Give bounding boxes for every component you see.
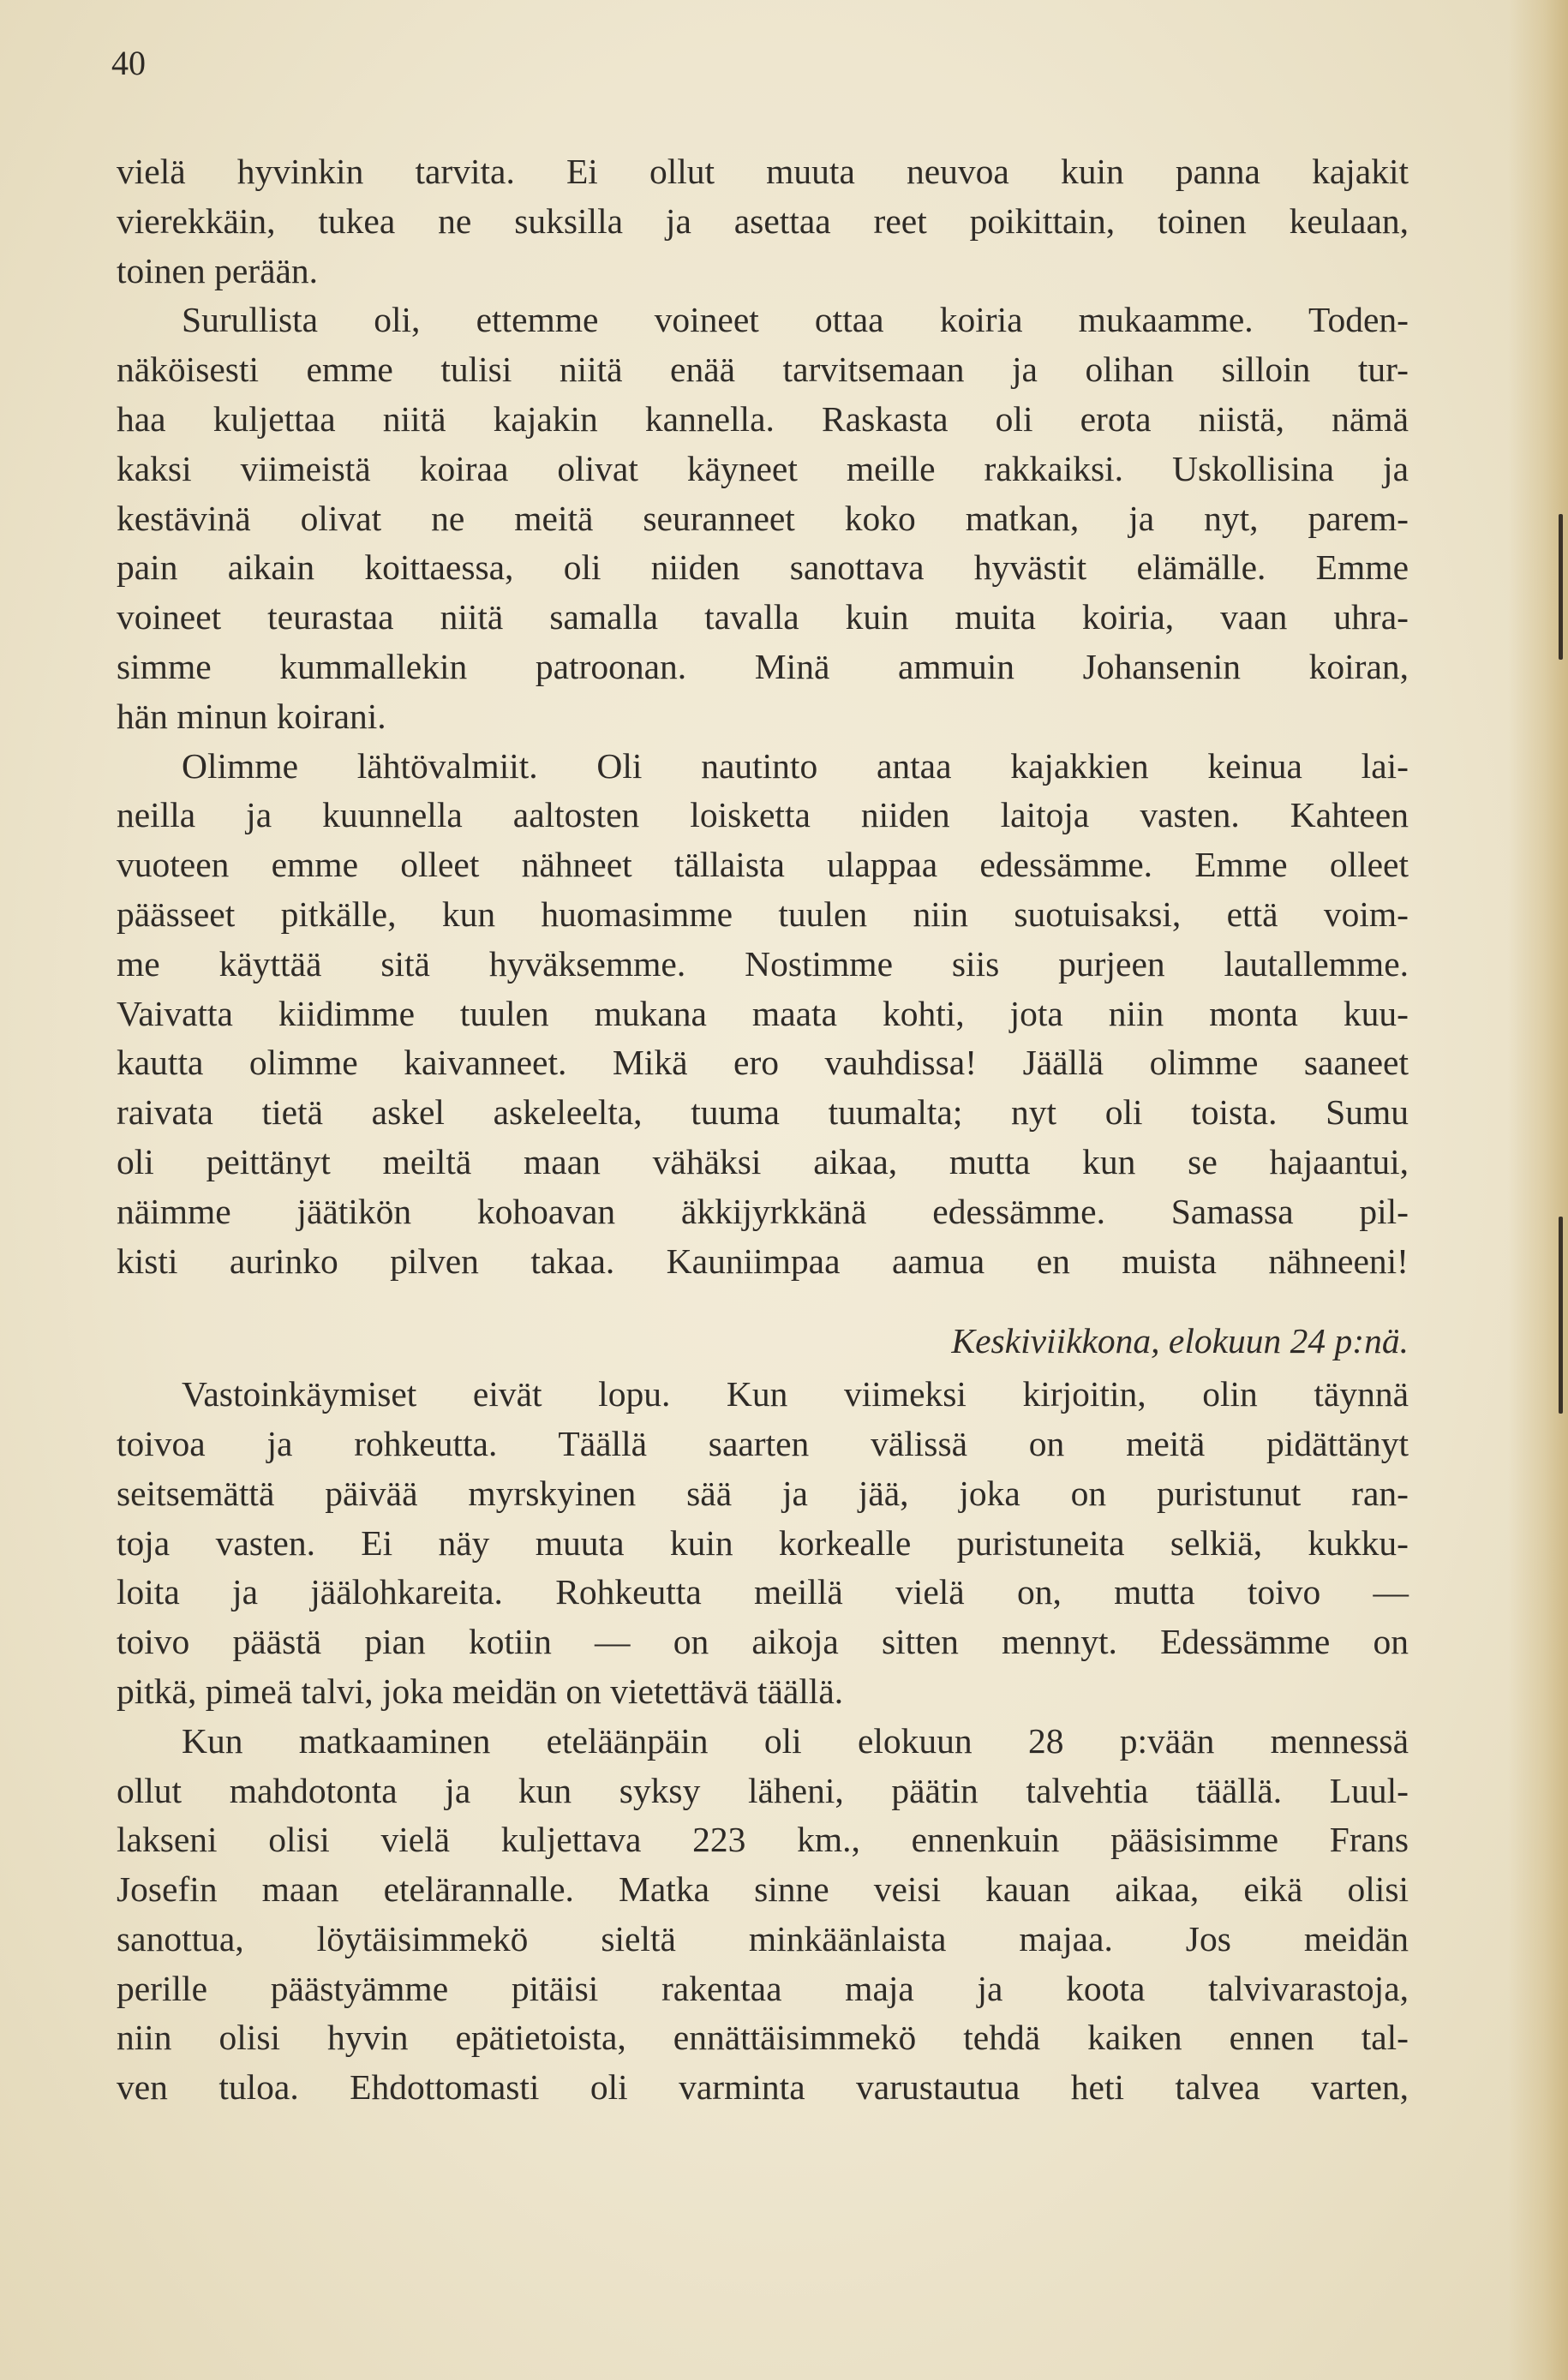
- text-line: oli peittänyt meiltä maan vähäksi aikaa, mutta kun se hajaantui,: [117, 1141, 1409, 1181]
- text-line: vielä hyvinkin tarvita. Ei ollut muuta neuvoa kuin panna kajakit: [117, 152, 1409, 191]
- text-line: lakseni olisi vielä kuljettava 223 km., ennenkuin pääsisimme Frans: [117, 1820, 1409, 1860]
- text-line: toja vasten. Ei näy muuta kuin korkealle puristuneita selkiä, kukku-: [117, 1522, 1409, 1563]
- page-number: 40: [111, 44, 146, 82]
- text-line: perille päästyämme pitäisi rakentaa maja ja koota talvivarastoja,: [117, 1968, 1409, 2008]
- binding-mark-lower: [1559, 1217, 1563, 1414]
- text-line: Vaivatta kiidimme tuulen mukana maata kohti, jota niin monta kuu-: [117, 993, 1409, 1033]
- text-line: näimme jäätikön kohoavan äkkijyrkkänä edessämme. Samassa pil-: [117, 1191, 1409, 1231]
- text-line: kaksi viimeistä koiraa olivat käyneet meille rakkaiksi. Uskollisina ja: [117, 448, 1409, 488]
- text-line: niin olisi hyvin epätietoista, ennättäisimmekö tehdä kaiken ennen tal-: [117, 2018, 1409, 2058]
- text-line: simme kummallekin patroonan. Minä ammuin Johansenin koiran,: [117, 646, 1409, 686]
- body-text: [117, 147, 1409, 2113]
- text-line: hän minun koirani.: [117, 696, 386, 736]
- text-line: neilla ja kuunnella aaltosten loisketta niiden laitoja vasten. Kahteen: [117, 795, 1409, 835]
- dateline: Keskiviikkona, elokuun 24 p:nä.: [951, 1321, 1409, 1361]
- text-line: Vastoinkäymiset eivät lopu. Kun viimeksi kirjoitin, olin täynnä: [182, 1374, 1409, 1414]
- text-line: kautta olimme kaivanneet. Mikä ero vauhdissa! Jäällä olimme saaneet: [117, 1043, 1409, 1083]
- text-line: päässeet pitkälle, kun huomasimme tuulen niin suotuisaksi, että voim-: [117, 894, 1409, 934]
- text-line: toinen perään.: [117, 250, 319, 290]
- text-line: näköisesti emme tulisi niitä enää tarvitsemaan ja olihan silloin tur-: [117, 350, 1409, 390]
- page-edge-shadow: [1508, 0, 1568, 2380]
- text-line: Josefin maan etelärannalle. Matka sinne veisi kauan aikaa, eikä olisi: [117, 1869, 1409, 1910]
- text-line: seitsemättä päivää myrskyinen sää ja jää, joka on puristunut ran-: [117, 1473, 1409, 1513]
- text-line: Olimme lähtövalmiit. Oli nautinto antaa kajakkien keinua lai-: [182, 745, 1409, 786]
- binding-mark-upper: [1559, 514, 1563, 660]
- text-line: voineet teurastaa niitä samalla tavalla kuin muita koiria, vaan uhra-: [117, 597, 1409, 637]
- text-line: sanottua, löytäisimmekö sieltä minkäänlaista majaa. Jos meidän: [117, 1918, 1409, 1958]
- text-line: toivo päästä pian kotiin — on aikoja sitten mennyt. Edessämme on: [117, 1622, 1409, 1662]
- text-line: pitkä, pimeä talvi, joka meidän on vietettävä täällä.: [117, 1671, 844, 1711]
- text-line: ollut mahdotonta ja kun syksy läheni, päätin talvehtia täällä. Luul-: [117, 1770, 1409, 1810]
- text-line: vuoteen emme olleet nähneet tällaista ulappaa edessämme. Emme olleet: [117, 845, 1409, 885]
- text-line: me käyttää sitä hyväksemme. Nostimme siis purjeen lautallemme.: [117, 943, 1409, 984]
- text-line: vierekkäin, tukea ne suksilla ja asettaa reet poikittain, toinen keulaan,: [117, 200, 1409, 241]
- text-line: Kun matkaaminen eteläänpäin oli elokuun 28 p:vään mennessä: [182, 1720, 1409, 1761]
- text-line: pain aikain koittaessa, oli niiden sanottava hyvästit elämälle. Emme: [117, 547, 1409, 588]
- text-line: haa kuljettaa niitä kajakin kannella. Raskasta oli erota niistä, nämä: [117, 398, 1409, 439]
- text-line: ven tuloa. Ehdottomasti oli varminta varustautua heti talvea varten,: [117, 2067, 1409, 2108]
- text-line: kestävinä olivat ne meitä seuranneet koko matkan, ja nyt, parem-: [117, 498, 1409, 538]
- text-line: kisti aurinko pilven takaa. Kauniimpaa aamua en muista nähneeni!: [117, 1241, 1409, 1281]
- text-line: raivata tietä askel askeleelta, tuuma tuumalta; nyt oli toista. Sumu: [117, 1092, 1409, 1133]
- text-line: loita ja jäälohkareita. Rohkeutta meillä vielä on, mutta toivo —: [117, 1572, 1409, 1612]
- text-line: Surullista oli, ettemme voineet ottaa koiria mukaamme. Toden-: [182, 300, 1409, 340]
- text-line: toivoa ja rohkeutta. Täällä saarten välissä on meitä pidättänyt: [117, 1423, 1409, 1463]
